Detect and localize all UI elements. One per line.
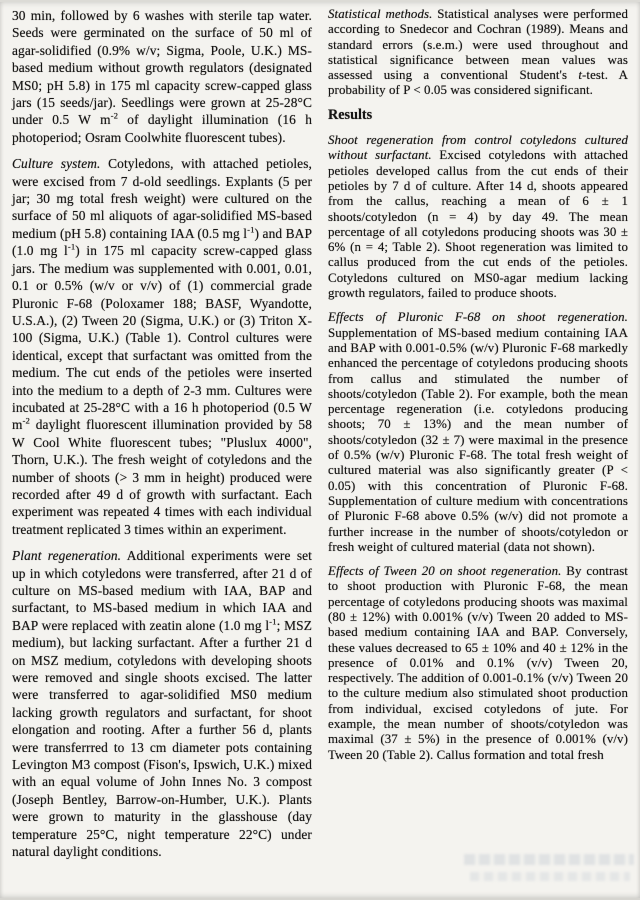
paragraph-effects-pluronic: Effects of Pluronic F-68 on shoot regeneration. Supplementation of MS-based medium containing IAA and BAP with 0.001-0.5% (w/v) Pluronic F-68 markedly enhanced the percentage of cotyledons producing shoots from callus and stimulated the number of shoots/cotyledon (Table 2). For example, both the mean percentage regeneration (i.e. cotyledons producing shoots; 70 ± 13%) and the mean number of shoots/cotyledon (32 ± 7) were maximal in the presence of 0.5% (w/v) Pluronic F-68. The total fresh weight of cultured material was also significantly greater (P < 0.05) with this concentration of Pluronic F-68. Supplementation of culture medium with concentrations of Pluronic F-68 above 0.5% (w/v) did not promote a further increase in the number of shoots/cotyledon or fresh weight of cultured material (data not shown). [328,310,628,554]
right-column [328,7,628,870]
paragraph-effects-tween: Effects of Tween 20 on shoot regeneration. By contrast to shoot production with Pluronic F-68, the mean percentage of cotyledons producing shoots was maximal (80 ± 12%) with 0.001% (v/v) Tween 20 added to MS-based medium containing IAA and BAP. Conversely, these values decreased to 65 ± 10% and 40 ± 12% in the presence of 0.01% and 0.1% (v/v) Tween 20, respectively. The addition of 0.001-0.1% (v/v) Tween 20 to the culture medium also stimulated shoot production from individual, excised cotyledons of jute. For example, the mean number of shoots/cotyledon was maximal (37 ± 5%) in the presence of 0.001% (v/v) Tween 20 (Table 2). Callus formation and total fresh [328,564,628,762]
paragraph-culture-system: Culture system. Cotyledons, with attached petioles, were excised from 7 d-old seedlings. Explants (5 per jar; 30 mg total fresh weight) were cultured on the surface of 50 ml aliquots of agar-solidified MS-based medium (pH 5.8) containing IAA (0.5 mg $l^{-1}$) and BAP (1.0 mg $l^{-1}$) in 175 ml capacity screw-capped glass jars. The medium was supplemented with 0.001, 0.01, 0.1 or 0.5% (w/v or v/v) of (1) commercial grade Pluronic F-68 (Poloxamer 188; BASF, Wyandotte, U.S.A.), (2) Tween 20 (Sigma, U.K.) or (3) Triton X-100 (Sigma, U.K.) (Table 1). Control cultures were identical, except that surfactant was omitted from the medium. The cut ends of the petioles were inserted into the medium to a depth of 2-3 mm. Cultures were incubated at 25-28°C with a 16 h photoperiod (0.5 W $m^{-2}$ daylight fluorescent illumination provided by 58 W Cool White fluorescent tubes; "Pluslux 4000", Thorn, U.K.). The fresh weight of cotyledons and the number of shoots (> 3 mm in height) produced were recorded after 49 d of growth with surfactant. Each experiment was repeated 4 times with each individual treatment replicated 3 times within an experiment. [12,156,313,537]
paragraph-shoot-regeneration-control: Shoot regeneration from control cotyledons cultured without surfactant. Excised cotyledons with attached petioles developed callus from the cut ends of their petioles by 7 d of culture. After 14 d, shoots appeared from the callus, reaching a mean of 6 ± 1 shoots/cotyledon (n = 4) by day 49. The mean percentage of all cotyledons producing shoots was 30 ± 6% (n = 4; Table 2). Shoot regeneration was limited to callus produced from the cut ends of the petioles. Cotyledons cultured on MS0-agar medium lacking growth regulators, failed to produce shoots. [328,133,628,301]
paragraph-statistical-methods: Statistical methods. Statistical analyses were performed according to Snedecor and Cochran (1989). Means and standard errors (s.e.m.) were used throughout and statistical significance between mean values was assessed using a conventional Student's t-test. A probability of P < 0.05 was considered significant. [328,7,628,98]
paragraph-plant-regeneration: Plant regeneration. Additional experiments were set up in which cotyledons were transferred, after 21 d of culture on MS-based medium with IAA, BAP and surfactant, to MS-based medium in which IAA and BAP were replaced with zeatin alone (1.0 mg $l^{-1}$; MSZ medium), but lacking surfactant. After a further 21 d on MSZ medium, cotyledons with developing shoots were removed and single shoots excised. The latter were transferred to agar-solidified MS0 medium lacking growth regulators and surfactant, for shoot elongation and rooting. After a further 56 d, plants were transferrred to 13 cm diameter pots containing Levington M3 compost (Fison's, Ipswich, U.K.) mixed with an equal volume of John Innes No. 3 compost (Joseph Bentley, Barrow-on-Humber, U.K.). Plants were grown to maturity in the glasshouse (day temperature 25°C, night temperature 22°C) under natural daylight conditions. [12,548,313,860]
section-heading-results: Results [328,106,373,123]
left-column [12,7,312,870]
paragraph-germination: 30 min, followed by 6 washes with sterile tap water. Seeds were germinated on the surface of 50 ml of agar-solidified (0.9% w/v; Sigma, Poole, U.K.) MS-based medium without growth regulators (designated MS0; pH 5.8) in 175 ml capacity screw-capped glass jars (15 seeds/jar). Seedlings were grown at 25-28°C under 0.5 W $m^{-2}$ of daylight illumination (16 h photoperiod; Osram Coolwhite fluorescent tubes). [12,8,313,145]
two-column-layout [0,2,640,870]
